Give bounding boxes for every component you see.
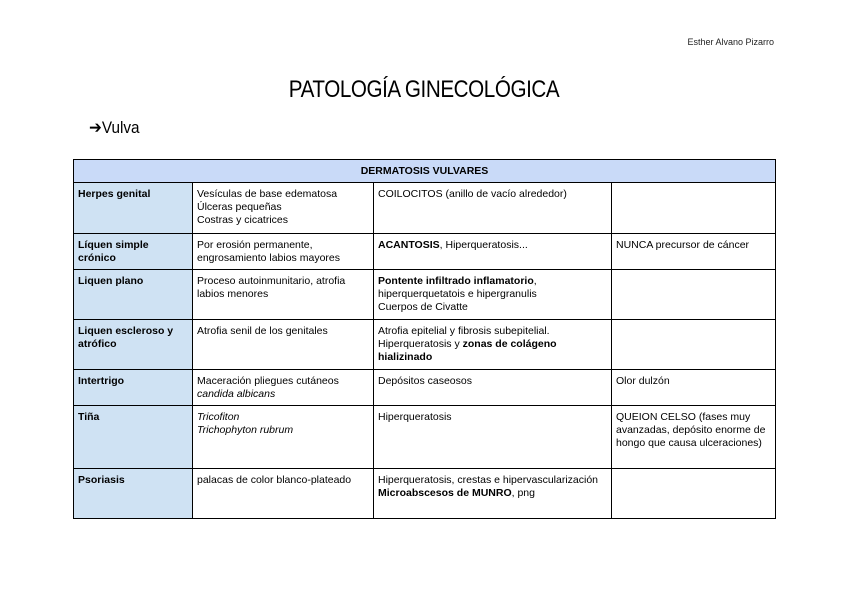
section-heading: ➔Vulva [89, 118, 140, 137]
table-row [74, 406, 776, 469]
cell-line: Vesículas de base edematosa [197, 188, 338, 200]
cell-line: palacas de color blanco-plateado [197, 474, 352, 486]
cell-histology [374, 370, 612, 406]
row-label: Psoriasis [74, 469, 193, 519]
table-row [74, 183, 776, 234]
cell-text: , [533, 275, 537, 287]
cell-notes: NUNCA precursor de cáncer [612, 234, 776, 270]
row-label: Liquen plano [74, 270, 193, 320]
cell-clinical [193, 406, 374, 469]
table-row [74, 469, 776, 519]
table-row [74, 270, 776, 320]
cell-notes: Olor dulzón [612, 370, 776, 406]
author-name: Esther Alvano Pizarro [687, 37, 774, 47]
cell-notes [612, 469, 776, 519]
cell-text: Hiperqueratosis y [378, 338, 463, 350]
cell-line: Cuerpos de Civatte [378, 301, 468, 313]
cell-clinical [193, 320, 374, 370]
cell-histology [374, 183, 612, 234]
page-title: PATOLOGÍA GINECOLÓGICA [288, 76, 560, 103]
cell-line: Úlceras pequeñas [197, 201, 282, 213]
dermatosis-table [73, 159, 776, 519]
cell-histology [374, 406, 612, 469]
bold-term: ACANTOSIS [378, 239, 440, 251]
cell-notes: QUEION CELSO (fases muy avanzadas, depósito enorme de hongo que causa ulceraciones) [612, 406, 776, 469]
cell-histology [374, 469, 612, 519]
row-label: Liquen escleroso y atrófico [74, 320, 193, 370]
cell-notes [612, 270, 776, 320]
cell-clinical [193, 469, 374, 519]
bold-term: Microabscesos de MUNRO [378, 487, 512, 499]
row-label: Intertrigo [74, 370, 193, 406]
cell-line-italic: Trichophyton rubrum [197, 424, 294, 436]
table-title: DERMATOSIS VULVARES [74, 160, 776, 183]
cell-line: Hiperqueratosis [378, 411, 452, 423]
table-row [74, 320, 776, 370]
table-row [74, 234, 776, 270]
cell-line: Atrofia senil de los genitales [197, 325, 328, 337]
table-row [74, 370, 776, 406]
cell-line: Maceración pliegues cutáneos [197, 375, 339, 387]
cell-line: COILOCITOS (anillo de vacío alrededor) [378, 188, 567, 200]
cell-line: Atrofia epitelial y fibrosis subepitelial. [378, 325, 550, 337]
cell-clinical [193, 234, 374, 270]
bold-term: zonas de colágeno hializinado [378, 338, 557, 363]
cell-notes [612, 320, 776, 370]
cell-histology [374, 320, 612, 370]
cell-line: Por erosión permanente, engrosamiento labios mayores [197, 239, 340, 264]
cell-clinical [193, 183, 374, 234]
cell-clinical [193, 270, 374, 320]
cell-histology [374, 234, 612, 270]
cell-line-italic: Tricofiton [197, 411, 240, 423]
cell-line: Hiperqueratosis, crestas e hipervascularización [378, 474, 599, 486]
cell-notes [612, 183, 776, 234]
cell-line: Costras y cicatrices [197, 214, 289, 226]
row-label: Líquen simple crónico [74, 234, 193, 270]
cell-line: Depósitos caseosos [378, 375, 472, 387]
cell-clinical [193, 370, 374, 406]
table-header-row [74, 160, 776, 183]
cell-line: hiperquerquetatois e hipergranulis [378, 288, 537, 300]
row-label: Tiña [74, 406, 193, 469]
cell-text: , Hiperqueratosis... [439, 239, 528, 251]
cell-text: , png [511, 487, 535, 499]
row-label: Herpes genital [74, 183, 193, 234]
cell-line-italic: candida albicans [197, 388, 276, 400]
cell-histology [374, 270, 612, 320]
cell-line: Proceso autoinmunitario, atrofia labios menores [197, 275, 346, 300]
bold-term: Pontente infiltrado inflamatorio [378, 275, 534, 287]
